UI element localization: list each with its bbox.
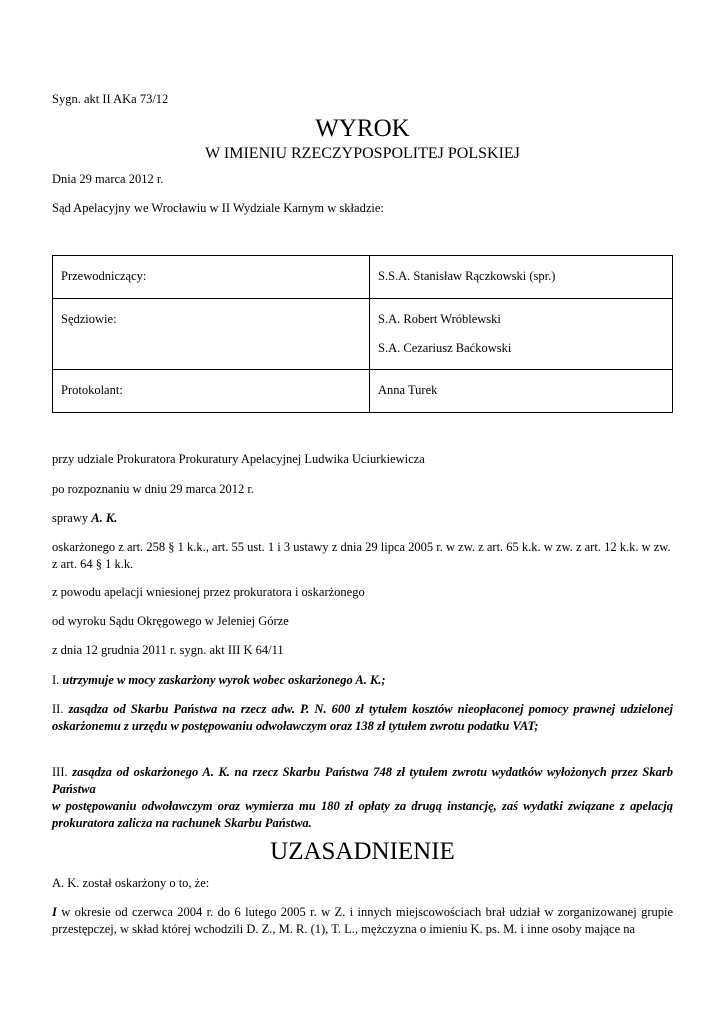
prosecutor-line: przy udziale Prokuratora Prokuratury Apelacyjnej Ludwika Uciurkiewicza bbox=[52, 452, 425, 466]
court-composition: Sąd Apelacyjny we Wrocławiu w II Wydziale Karnym w składzie: bbox=[52, 201, 384, 215]
ruling-ii-number: II. bbox=[52, 702, 69, 716]
ruling-point-ii bbox=[52, 701, 673, 735]
justification-point-1 bbox=[52, 904, 673, 938]
ruling-iii-text-2: w postępowaniu odwoławczym oraz wymierza mu 180 zł opłaty za drugą instancję, zaś wydatki związane z apelacją prokuratora zalicza na rachunek Skarbu Państwa. bbox=[52, 799, 673, 830]
judgment-subtitle: W IMIENIU RZECZYPOSPOLITEJ POLSKIEJ bbox=[205, 145, 520, 162]
ruling-point-i bbox=[52, 672, 673, 689]
clerk-label: Protokolant: bbox=[53, 370, 370, 413]
justification-title: UZASADNIENIE bbox=[270, 838, 455, 865]
case-reference: Sygn. akt II AKa 73/12 bbox=[52, 92, 169, 106]
clerk-value: Anna Turek bbox=[370, 370, 673, 413]
appeal-line: z powodu apelacji wniesionej przez prokuratora i oskarżonego bbox=[52, 585, 365, 599]
judges-value bbox=[370, 299, 673, 370]
ruling-i-text: utrzymuje w mocy zaskarżony wyrok wobec oskarżonego A. K.; bbox=[62, 673, 386, 687]
case-line bbox=[52, 510, 673, 527]
panel-table bbox=[52, 255, 673, 413]
judgment-date: Dnia 29 marca 2012 r. bbox=[52, 172, 164, 186]
judge-2: S.A. Cezariusz Baćkowski bbox=[378, 341, 512, 355]
judgment-title: WYROK bbox=[315, 115, 410, 142]
ruling-point-iii bbox=[52, 764, 673, 832]
justification-point-1-number: I bbox=[52, 905, 57, 919]
judge-1: S.A. Robert Wróblewski bbox=[378, 312, 501, 326]
ruling-ii-text: zasądza od Skarbu Państwa na rzecz adw. P. N. 600 zł tytułem kosztów nieopłaconej pomocy prawnej udzielonej oskarżonemu z urzędu w postępowaniu odwoławczym oraz 138 zł tytułem zwrotu podatku VAT; bbox=[52, 702, 673, 733]
justification-intro: A. K. został oskarżony o to, że: bbox=[52, 876, 210, 890]
table-row bbox=[53, 256, 673, 299]
from-judgment-line: od wyroku Sądu Okręgowego w Jeleniej Górze bbox=[52, 614, 289, 628]
table-row bbox=[53, 299, 673, 370]
judges-label: Sędziowie: bbox=[53, 299, 370, 370]
chair-value: S.S.A. Stanisław Rączkowski (spr.) bbox=[370, 256, 673, 299]
judgment-date-line: z dnia 12 grudnia 2011 r. sygn. akt III K 64/11 bbox=[52, 643, 284, 657]
case-prefix: sprawy bbox=[52, 511, 92, 525]
table-row bbox=[53, 370, 673, 413]
ruling-iii-text-1: zasądza od oskarżonego A. K. na rzecz Skarbu Państwa 748 zł tytułem zwrotu wydatków wyłożonych przez Skarb Państwa bbox=[52, 765, 673, 796]
hearing-line: po rozpoznaniu w dniu 29 marca 2012 r. bbox=[52, 482, 255, 496]
defendant-name: A. K. bbox=[91, 511, 118, 525]
ruling-i-number: I. bbox=[52, 673, 63, 687]
justification-point-1-text: w okresie od czerwca 2004 r. do 6 lutego 2005 r. w Z. i innych miejscowościach brał udział w zorganizowanej grupie przestępczej, w skład której wchodzili D. Z., M. R. (1), T. L., mężczyzna o imieniu K. ps. M. i inne osoby mające na bbox=[52, 905, 673, 936]
ruling-iii-number: III. bbox=[52, 765, 73, 779]
chair-label: Przewodniczący: bbox=[53, 256, 370, 299]
charges-line: oskarżonego z art. 258 § 1 k.k., art. 55 ust. 1 i 3 ustawy z dnia 29 lipca 2005 r. w zw. z art. 65 k.k. w zw. z art. 12 k.k. w zw. z art. 64 § 1 k.k. bbox=[52, 540, 671, 571]
